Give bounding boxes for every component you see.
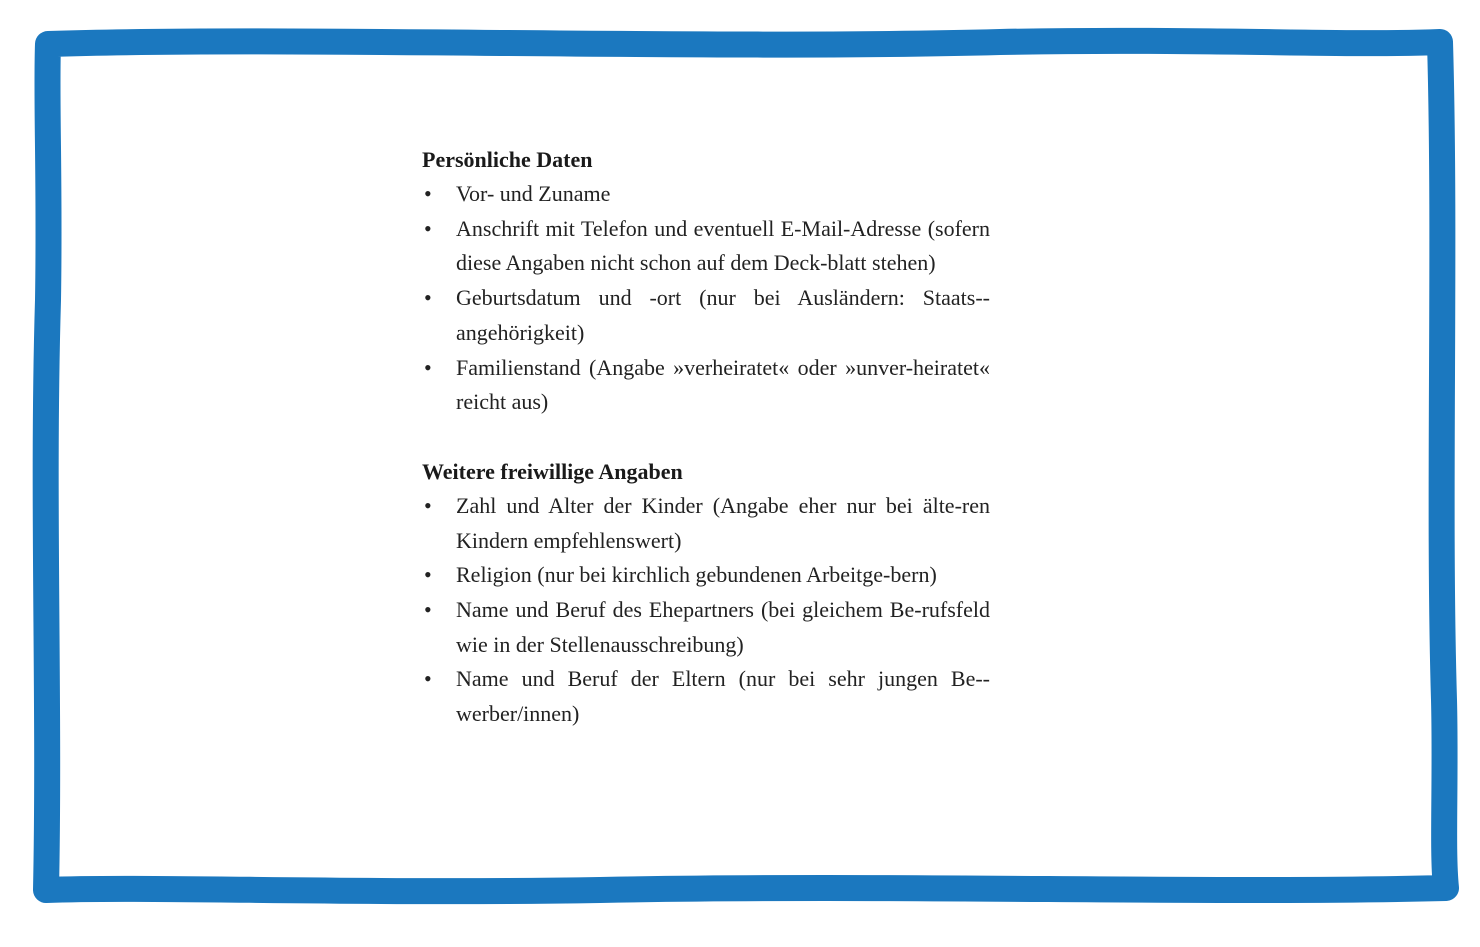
bullet-icon: • [424, 492, 432, 518]
list-item [422, 281, 990, 350]
bullet-icon: • [424, 597, 432, 623]
bullet-icon: • [424, 666, 432, 692]
list-item-text: Zahl und Alter der Kinder (Angabe eher nur bei älte-ren Kindern empfehlenswert) [456, 492, 990, 553]
list-item-text: Anschrift mit Telefon und eventuell E-Mail-Adresse (sofern diese Angaben nicht schon auf dem Deck-blatt stehen) [456, 215, 990, 276]
list-item-text: Familienstand (Angabe »verheiratet« oder »unver-heiratet« reicht aus) [456, 354, 990, 415]
bullet-icon: • [424, 562, 432, 588]
section-heading: Persönliche Daten [422, 147, 593, 172]
section-further-voluntary-data [422, 455, 990, 732]
list-item [422, 662, 990, 731]
list-item [422, 177, 990, 212]
list-item [422, 489, 990, 558]
list-item [422, 351, 990, 420]
list-item-text: Name und Beruf des Ehepartners (bei gleichem Be-rufsfeld wie in der Stellenausschreibung) [456, 597, 990, 657]
bullet-icon: • [424, 181, 432, 206]
bullet-list [422, 489, 990, 732]
list-item [422, 593, 990, 662]
list-item-text: Geburtsdatum und -ort (nur bei Ausländern: Staats-angehörigkeit) [456, 285, 990, 345]
bullet-icon: • [424, 215, 432, 241]
list-item [422, 212, 990, 281]
section-personal-data [422, 143, 990, 420]
section-heading: Weitere freiwillige Angaben [422, 458, 683, 484]
document-content [422, 143, 990, 732]
list-item-text: Religion (nur bei kirchlich gebundenen Arbeitge-bern) [456, 562, 937, 588]
list-item [422, 558, 990, 593]
bullet-icon: • [424, 285, 432, 311]
list-item-text: Vor- und Zuname [456, 181, 611, 206]
bullet-icon: • [424, 354, 432, 380]
list-item-text: Name und Beruf der Eltern (nur bei sehr jungen Be-werber/innen) [456, 666, 990, 727]
bullet-list [422, 177, 990, 420]
